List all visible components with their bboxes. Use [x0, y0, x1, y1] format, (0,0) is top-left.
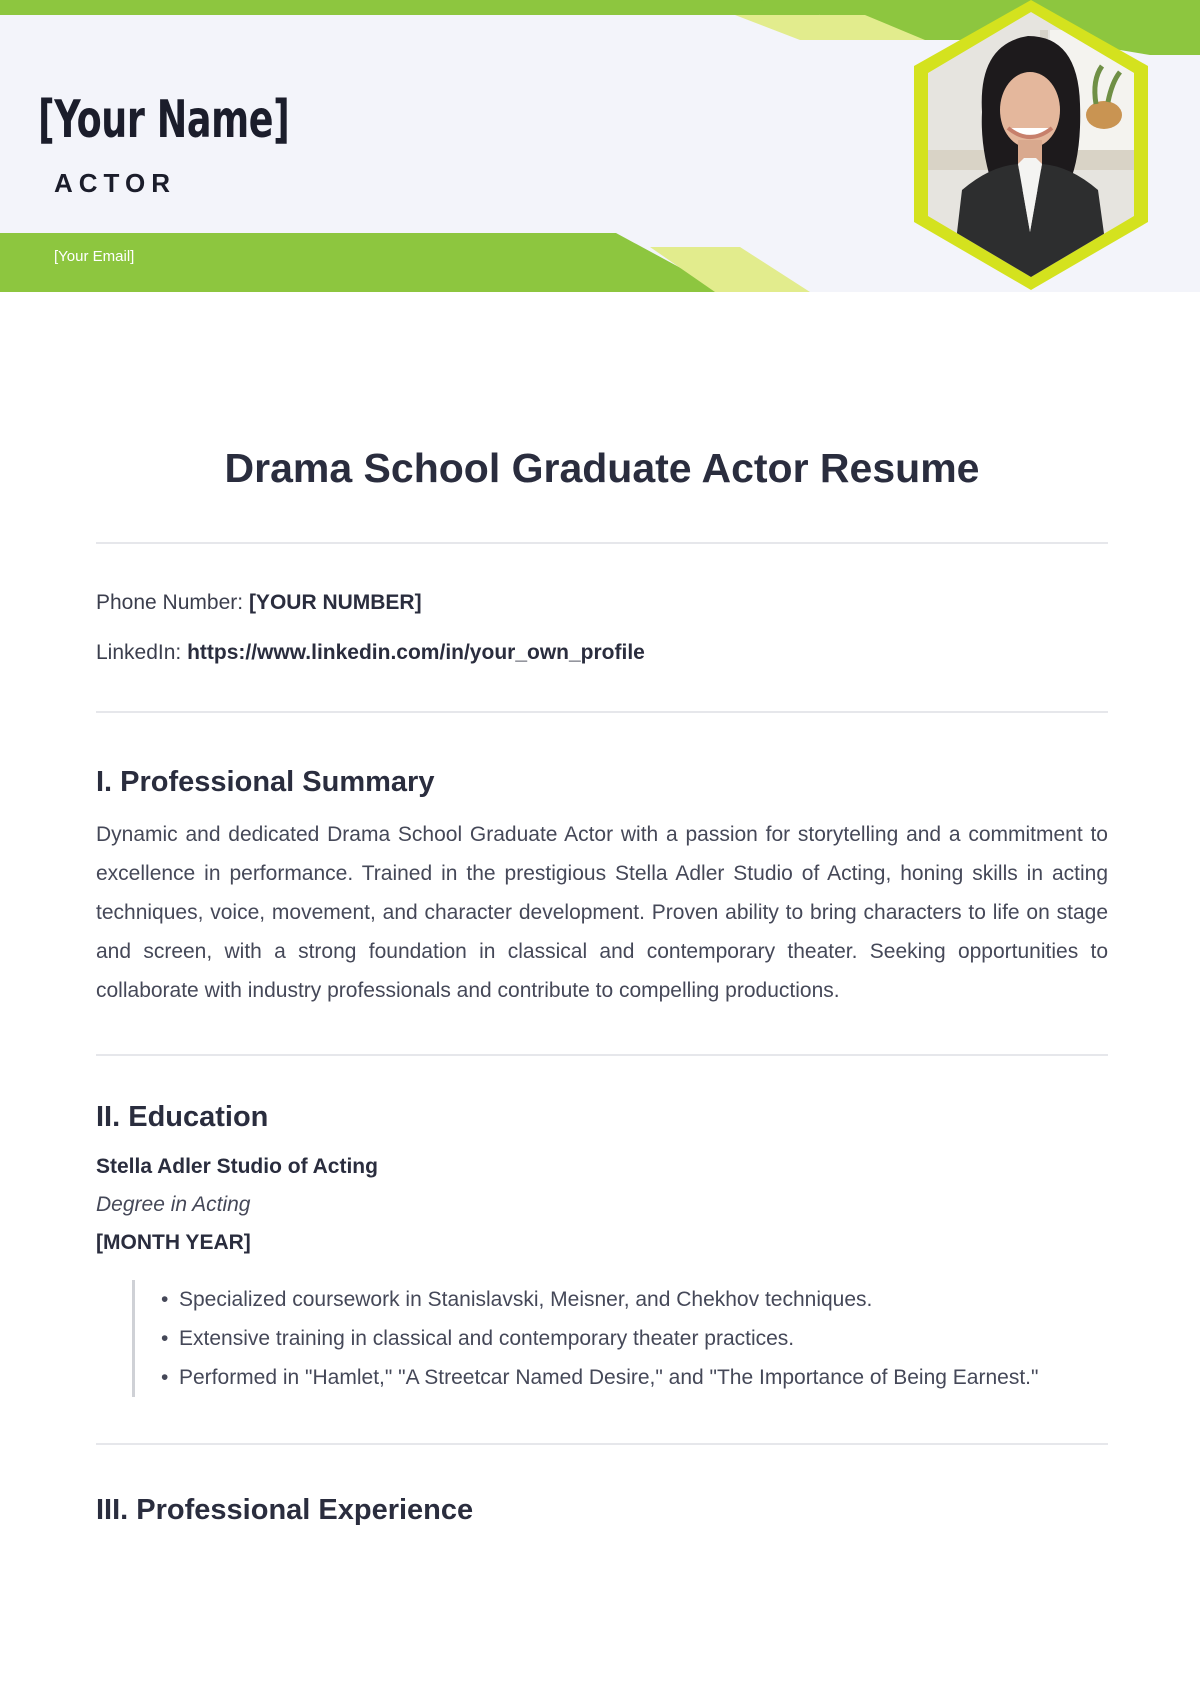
- resume-header: [0, 0, 1200, 292]
- summary-heading: I. Professional Summary: [96, 766, 435, 798]
- experience-heading: III. Professional Experience: [96, 1494, 474, 1526]
- resume-body: [96, 300, 1108, 1529]
- document-title: Drama School Graduate Actor Resume: [224, 445, 980, 491]
- phone-label: Phone Number:: [96, 591, 244, 614]
- top-green-bar: [0, 0, 820, 15]
- contact-info: [96, 589, 1108, 667]
- linkedin-label: LinkedIn:: [96, 641, 182, 664]
- education-entry: [96, 1148, 1108, 1262]
- graduation-date: [MONTH YEAR]: [96, 1231, 251, 1254]
- profile-photo: [890, 0, 1170, 292]
- candidate-role: ACTOR: [54, 168, 176, 198]
- divider: [96, 542, 1108, 544]
- degree: Degree in Acting: [96, 1193, 251, 1216]
- phone-line: [96, 589, 1108, 617]
- candidate-name: [Your Name]: [38, 90, 290, 150]
- institution-name: Stella Adler Studio of Acting: [96, 1155, 378, 1178]
- linkedin-link[interactable]: https://www.linkedin.com/in/your_own_profile: [187, 641, 645, 664]
- divider: [96, 711, 1108, 713]
- list-item: • Specialized coursework in Stanislavski, Meisner, and Chekhov techniques.: [161, 1280, 1085, 1319]
- divider: [96, 1443, 1108, 1445]
- candidate-email: [Your Email]: [54, 248, 135, 265]
- phone-value: [YOUR NUMBER]: [248, 591, 422, 614]
- linkedin-line: [96, 639, 1108, 667]
- divider: [96, 1054, 1108, 1056]
- list-item: • Performed in "Hamlet," "A Streetcar Named Desire," and "The Importance of Being Earnest.": [161, 1358, 1085, 1397]
- education-highlights: [132, 1280, 1108, 1397]
- list-item: • Extensive training in classical and contemporary theater practices.: [161, 1319, 1085, 1358]
- summary-text: Dynamic and dedicated Drama School Graduate Actor with a passion for storytelling and a commitment to excellence in performance. Trained in the prestigious Stella Adler Studio of Acting, honing skills in acting techniques, voice, movement, and character development. Proven ability to bring characters to life on stage and screen, with a strong foundation in classical and contemporary theater. Seeking opportunities to collaborate with industry professionals and contribute to compelling productions.: [96, 823, 1108, 1002]
- plant-pot: [1086, 101, 1122, 129]
- education-heading: II. Education: [96, 1101, 269, 1133]
